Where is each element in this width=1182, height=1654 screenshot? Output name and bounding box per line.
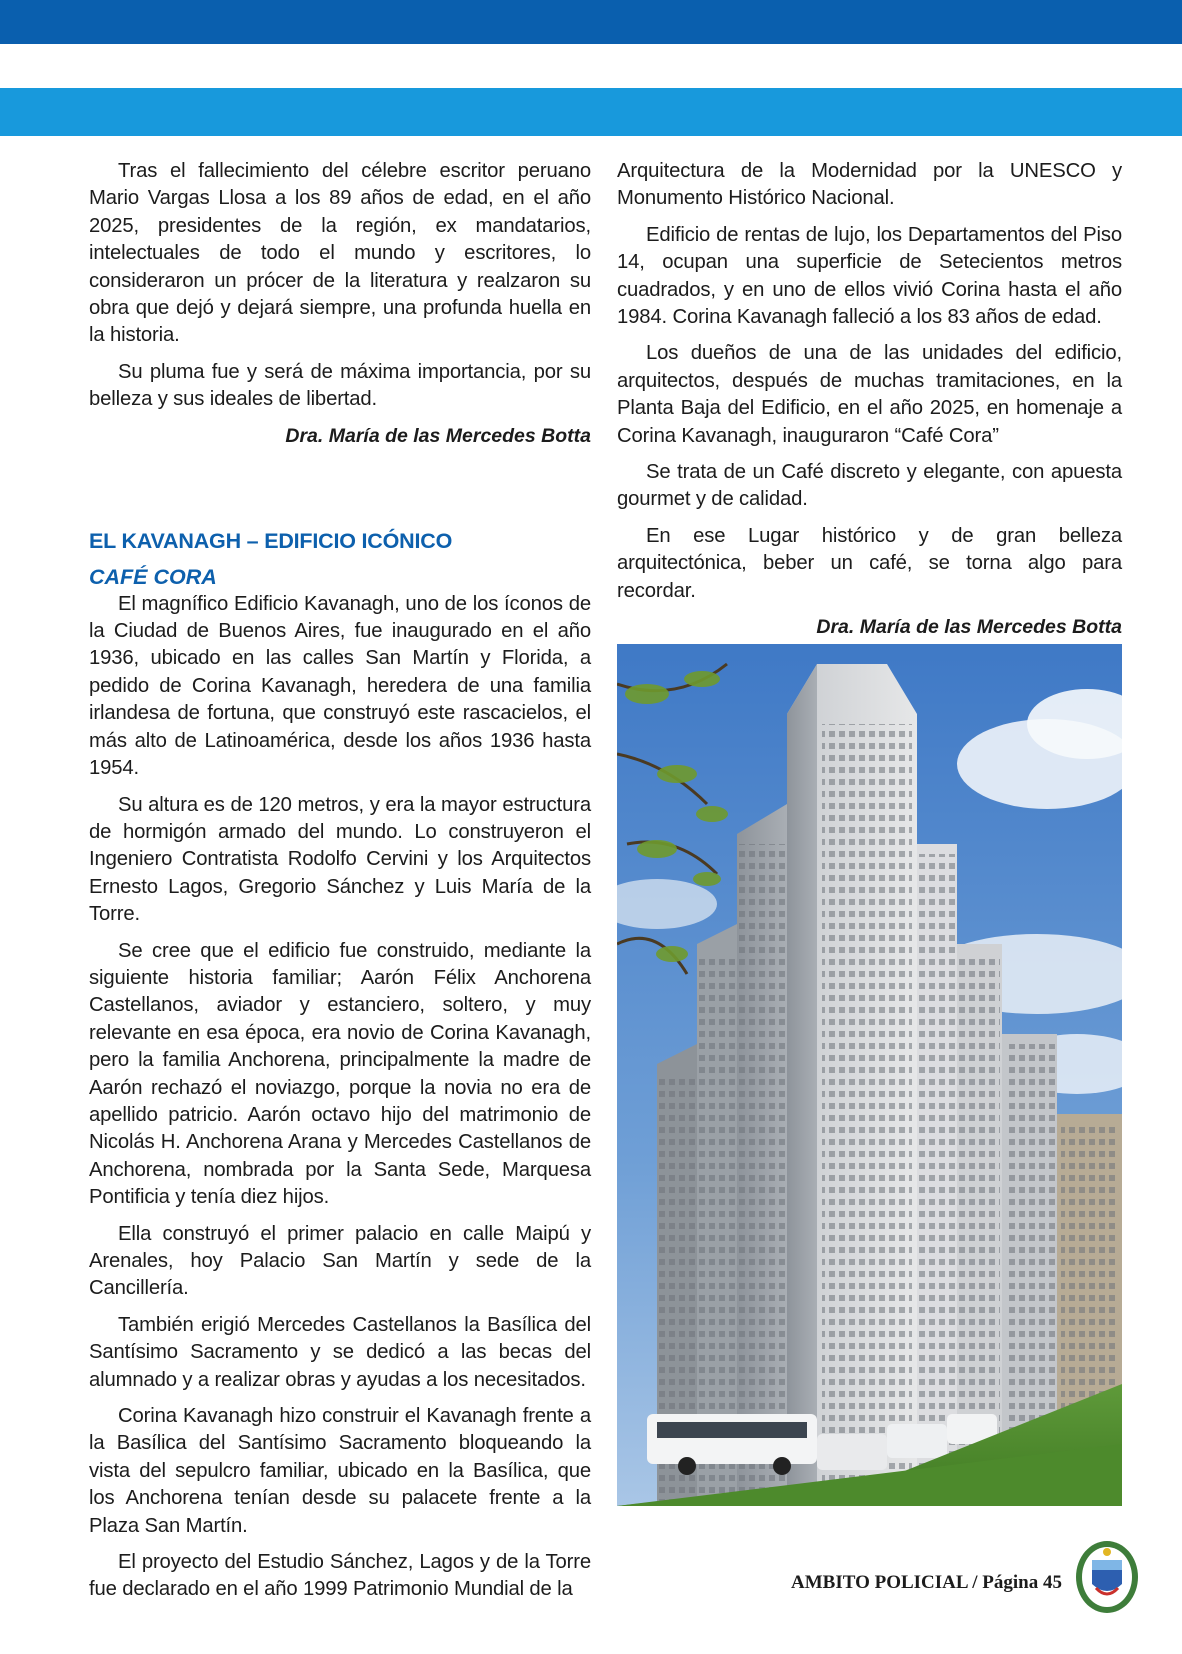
paragraph: Se cree que el edificio fue construido, mediante la siguiente historia familiar; Aarón Félix Anchorena Castellanos, aviador y estanciero, soltero, y muy relevante en esa época, era novio de Corina Kavanagh, pero la familia Anchorena, principalmente la madre de Aarón rechazó el noviazgo, porque la novia no era de apellido patricio. Aarón octavo hijo del matrimonio de Nicolás H. Anchorena Arana y Mercedes Castellanos de Anchorena, nombrada por la Santa Sede, Marquesa Pontificia y tenía diez hijos. — [89, 939, 591, 1209]
paragraph: Corina Kavanagh hizo construir el Kavanagh frente a la Basílica del Santísimo Sacramento bloqueando la vista del sepulcro familiar, ubicado en la Basílica, que los Anchorena tenían desde su palacete frente a la Plaza San Martín. — [89, 1405, 591, 1537]
paragraph: Su pluma fue y será de máxima importancia, por su belleza y sus ideales de libertad. — [89, 360, 591, 411]
section-title: EL KAVANAGH – EDIFICIO ICÓNICO — [89, 528, 453, 553]
section-subtitle: CAFÉ CORA — [89, 564, 217, 589]
paragraph: Se trata de un Café discreto y elegante, con apuesta gourmet y de calidad. — [617, 461, 1122, 511]
paragraph: Ella construyó el primer palacio en calle Maipú y Arenales, hoy Palacio San Martín y sede de la Cancillería. — [89, 1222, 591, 1300]
paragraph: Los dueños de una de las unidades del edificio, arquitectos, después de muchas tramitaciones, en la Planta Baja del Edificio, en el año 2025, en homenaje a Corina Kavanagh, inauguraron “Café Cora” — [617, 342, 1122, 447]
header-band-dark — [0, 0, 1182, 44]
paragraph: También erigió Mercedes Castellanos la Basílica del Santísimo Sacramento y se dedicó a las becas del alumnado y a realizar obras y ayudas a los necesitados. — [89, 1313, 591, 1391]
header-band-light — [0, 88, 1182, 136]
paragraph: Tras el fallecimiento del célebre escritor peruano Mario Vargas Llosa a los 89 años de edad, en el año 2025, presidentes de la región, ex mandatarios, intelectuales de todo el mundo y escritores, lo consideraron un prócer de la literatura y realzaron su obra que dejó y dejará siempre, una profunda huella en la historia. — [89, 160, 591, 347]
paragraph: Arquitectura de la Modernidad por la UNESCO y Monumento Histórico Nacional. — [617, 160, 1122, 210]
right-column — [617, 158, 1122, 640]
paragraph: Edificio de rentas de lujo, los Departamentos del Piso 14, ocupan una superficie de Setecientos metros cuadrados, y en uno de ellos vivió Corina hasta el año 1984. Corina Kavanagh falleció a los 83 años de edad. — [617, 223, 1122, 329]
kavanagh-building-photo — [617, 644, 1122, 1506]
paragraph: En ese Lugar histórico y de gran belleza arquitectónica, beber un café, se torna algo para recordar. — [617, 524, 1122, 602]
page-footer: AMBITO POLICIAL / Página 45 — [791, 1572, 1062, 1593]
building-illustration — [617, 644, 1122, 1506]
left-column — [89, 158, 591, 1613]
paragraph: El proyecto del Estudio Sánchez, Lagos y de la Torre fue declarado en el año 1999 Patrimonio Mundial de la — [89, 1551, 591, 1601]
police-emblem-icon — [1074, 1538, 1140, 1616]
author-signature: Dra. María de las Mercedes Botta — [285, 424, 591, 447]
paragraph: El magnífico Edificio Kavanagh, uno de los íconos de la Ciudad de Buenos Aires, fue inaugurado en el año 1936, ubicado en las calles San Martín y Florida, a pedido de Corina Kavanagh, heredera de una familia irlandesa de fortuna, que construyó este rascacielos, el más alto de Latinoamérica, desde los años 1936 hasta 1954. — [89, 592, 591, 780]
paragraph: Su altura es de 120 metros, y era la mayor estructura de hormigón armado del mundo. Lo construyeron el Ingeniero Contratista Rodolfo Cervini y los Arquitectos Ernesto Lagos, Gregorio Sánchez y Luis María de la Torre. — [89, 793, 591, 926]
spacer — [89, 449, 591, 527]
author-signature: Dra. María de las Mercedes Botta — [816, 616, 1122, 639]
